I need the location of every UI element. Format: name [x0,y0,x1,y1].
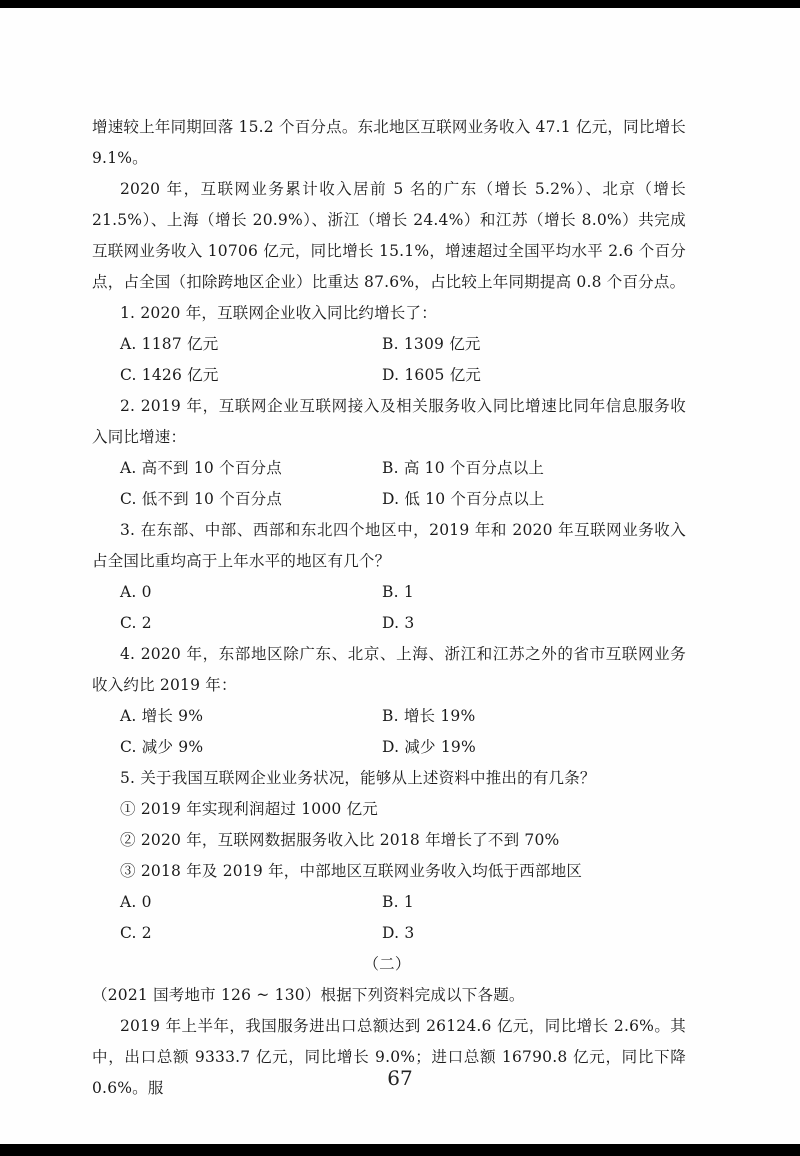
question-1-options-row-1 [92,329,686,360]
question-2-option-b: B. 高 10 个百分点以上 [382,459,545,477]
question-3-option-c: C. 2 [120,614,152,632]
question-5-option-d: D. 3 [382,924,415,942]
question-4-option-c: C. 减少 9% [120,738,204,756]
question-5-option-b: B. 1 [382,893,414,911]
page-content [92,112,686,1104]
question-2-option-a: A. 高不到 10 个百分点 [120,459,282,477]
top-black-border [0,0,800,8]
question-5-option-a: A. 0 [120,893,152,911]
question-5-options-row-1 [92,887,686,918]
question-3-options-row-1 [92,577,686,608]
question-2-option-d: D. 低 10 个百分点以上 [382,490,545,508]
question-5-stem: 5. 关于我国互联网企业业务状况，能够从上述资料中推出的有几条？ [120,769,596,787]
question-2-options-row-1 [92,453,686,484]
question-5-options-row-2 [92,918,686,949]
question-2-option-c: C. 低不到 10 个百分点 [120,490,283,508]
question-4-option-d: D. 减少 19% [382,738,476,756]
question-1-option-d: D. 1605 亿元 [382,366,482,384]
question-5-statement-1: ① 2019 年实现利润超过 1000 亿元 [120,800,379,818]
section-intro: （2021 国考地市 126 ~ 130）根据下列资料完成以下各题。 [92,986,525,1004]
continuation-paragraph: 增速较上年同期回落 15.2 个百分点。东北地区互联网业务收入 47.1 亿元，同比增长 9.1%。 [92,118,686,167]
question-4-stem: 4. 2020 年，东部地区除广东、北京、上海、浙江和江苏之外的省市互联网业务收入约比 2019 年： [92,645,686,694]
question-1-options-row-2 [92,360,686,391]
question-2-stem: 2. 2019 年，互联网企业互联网接入及相关服务收入同比增速比同年信息服务收入同比增速： [92,397,686,446]
question-3-options-row-2 [92,608,686,639]
question-2-options-row-2 [92,484,686,515]
question-4-options-row-1 [92,701,686,732]
question-5-option-c: C. 2 [120,924,152,942]
section-paragraph: 2019 年上半年，我国服务进出口总额达到 26124.6 亿元，同比增长 2.6%。其中，出口总额 9333.7 亿元，同比增长 9.0%；进口总额 16790.8 亿元，同比下降 0.6%。服 [92,1017,686,1097]
document-page [0,8,800,1144]
question-5-statement-2: ② 2020 年，互联网数据服务收入比 2018 年增长了不到 70% [120,831,560,849]
question-1-option-c: C. 1426 亿元 [120,366,219,384]
page-number: 67 [387,1066,413,1090]
question-3-option-a: A. 0 [120,583,152,601]
question-4-option-b: B. 增长 19% [382,707,476,725]
question-4-options-row-2 [92,732,686,763]
question-3-option-d: D. 3 [382,614,415,632]
bottom-black-border [0,1144,800,1156]
question-3-option-b: B. 1 [382,583,414,601]
question-1-option-b: B. 1309 亿元 [382,335,481,353]
section-heading: （二） [363,955,411,973]
question-1-stem: 1. 2020 年，互联网企业收入同比约增长了： [120,304,437,322]
question-1-option-a: A. 1187 亿元 [120,335,219,353]
question-5-statement-3: ③ 2018 年及 2019 年，中部地区互联网业务收入均低于西部地区 [120,862,583,880]
question-3-stem: 3. 在东部、中部、西部和东北四个地区中，2019 年和 2020 年互联网业务收入占全国比重均高于上年水平的地区有几个？ [92,521,686,570]
question-4-option-a: A. 增长 9% [120,707,204,725]
body-paragraph: 2020 年，互联网业务累计收入居前 5 名的广东（增长 5.2%）、北京（增长 21.5%）、上海（增长 20.9%）、浙江（增长 24.4%）和江苏（增长 8.0%）共完成互联网业务收入 10706 亿元，同比增长 15.1%，增速超过全国平均水平 2.6 个百分点，占全国（扣除跨地区企业）比重达 87.6%，占比较上年同期提高 0.8 个百分点。 [92,180,686,291]
